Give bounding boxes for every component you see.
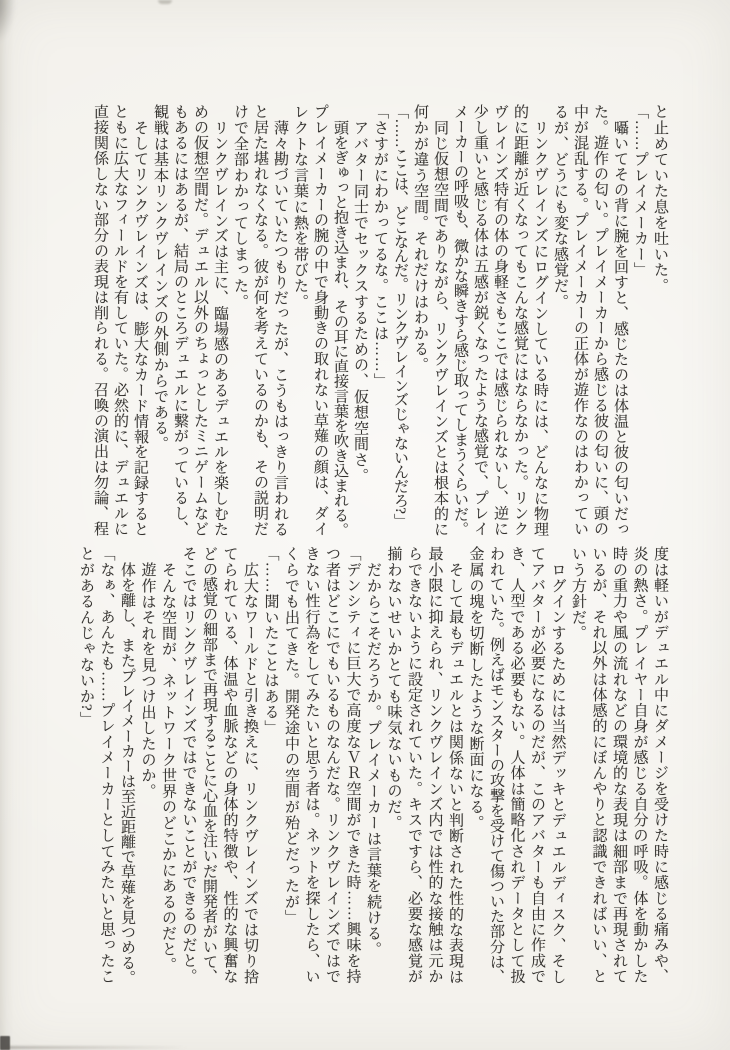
text-column: つ者はどこにでもいるものなんだな。リンクヴレインズではで <box>324 546 340 984</box>
text-column: 「……聞いたことはある」 <box>262 546 279 736</box>
text-column: ヴレインズ特有の体の身軽さもここでは感じられないし、逆に <box>492 104 508 537</box>
text-column: らできないように設定されていた。キスですら、必要な感覚が <box>406 546 422 984</box>
text-column: 観戦は基本リンクヴレインズの外側からである。 <box>152 104 168 452</box>
text-column: いるが、それ以外は体感的にぼんやりと認識できればいい、と <box>590 546 607 984</box>
text-column: めの仮想空間だ。デュエル以外のちょっとしたミニゲームなど <box>192 104 208 537</box>
text-column: 何かが違う空間。それだけはわかる。 <box>412 104 428 373</box>
text-column: そしてリンクヴレインズは、膨大なカード情報を記録すると <box>132 119 148 537</box>
text-column: そして最もデュエルとは関係ないと判断された性的な表現は <box>447 561 463 985</box>
text-column: 最小限に抑えられ、リンクヴレインズ内では性的な接触は元か <box>426 546 443 984</box>
text-column: と止めていた息を吐いた。 <box>652 104 668 294</box>
text-column: リンクヴレインズにログインしている時には、どんなに物理 <box>532 119 548 537</box>
scan-artifact-bottom-streak <box>8 1046 208 1049</box>
text-column: 時の重力や風の流れなどの環境的な表現は細部まで再現されて <box>611 546 627 984</box>
text-column: リンクヴレインズは主に、臨場感のあるデュエルを楽しむた <box>212 119 228 537</box>
text-column: だからこそだろうか。プレイメーカーは言葉を続ける。 <box>365 561 381 957</box>
text-column: くらでも出てきた。開発途中の空間が殆どだったが」 <box>283 546 299 926</box>
text-column: 「……プレイメーカー」 <box>632 104 648 278</box>
text-column: 同じ仮想空間でありながら、リンクヴレインズとは根本的に <box>432 119 448 537</box>
text-column: 中が混乱する。プレイメーカーの正体が遊作なのはわかってい <box>572 104 588 537</box>
text-column: アバター同士でセックスするための、仮想空間さ。 <box>352 119 368 484</box>
text-column: プレイメーカーの腕の中で身動きの取れない草薙の顔は、ダイ <box>312 104 328 537</box>
text-column: 体を離し、またプレイメーカーは至近距離で草薙を見つめる。 <box>119 561 135 985</box>
text-column: き、人型である必要もない。人体は簡略化されデータとして扱 <box>508 546 525 984</box>
text-column: けで全部わかってしまった。 <box>232 104 248 310</box>
text-column: ログインするためには当然デッキとデュエルディスク、そし <box>549 561 566 985</box>
text-column: きない性行為をしてみたいと思う者は。ネットを探したら、い <box>303 546 320 984</box>
text-column: 揃わないせいかとても味気ないものだ。 <box>385 546 402 831</box>
text-column: 金属の塊を切断したような断面になる。 <box>467 546 484 831</box>
text-section-lower <box>76 546 671 984</box>
text-column: てアバターが必要になるのだが、このアバターも自由に作成で <box>529 546 545 984</box>
text-column: メーカーの呼吸も、微かな瞬きすら感じ取ってしまうくらいだ。 <box>452 104 468 537</box>
text-column: ともに広大なフィールドを有していた。必然的に、デュエルに <box>112 104 128 537</box>
scan-artifact-top-speck <box>158 0 172 4</box>
text-column: 度は軽いがデュエル中にダメージを受けた時に感じる痛みや、 <box>652 546 668 984</box>
text-column: 遊作はそれを見つけ出したのか。 <box>139 561 156 799</box>
text-column: るが、どうにも変な感覚だ。 <box>552 104 568 310</box>
text-column: てられている、体温や血脈などの身体的特徴や、性的な興奮な <box>221 546 238 984</box>
text-column: 薄々勘づいていたつもりだったが、こうもはっきり言われる <box>272 119 288 537</box>
text-column: 炎の熱さ。プレイヤー自身が感じる自分の呼吸。体を動かした <box>631 546 648 984</box>
text-column: 「……ここは、どこなんだ。リンクヴレインズじゃないんだろ?」 <box>392 104 408 528</box>
text-column: そこではリンクヴレインズではできないことができるのだと。 <box>180 546 197 984</box>
text-column: 広大なワールドと引き換えに、リンクヴレインズでは切り捨 <box>242 561 258 985</box>
text-column: とがあるんじゃないか?」 <box>78 546 94 728</box>
scan-artifact-top-left <box>0 0 16 44</box>
text-column: 的に距離が近くなってもこんな感覚にはならなかった。リンク <box>512 104 528 537</box>
text-column: どの感覚の細部まで再現することに心血を注いだ開発者がいて、 <box>201 546 217 984</box>
text-column: 直接関係しない部分の表現は削られる。召喚の演出は勿論、程 <box>92 104 108 537</box>
text-column: た。遊作の匂い。プレイメーカーから感じる彼の匂いに、頭の <box>592 104 608 537</box>
text-column: われていた。例えばモンスターの攻撃を受けて傷ついた部分は、 <box>488 546 504 984</box>
text-column: レクトな言葉に熱を帯びた。 <box>292 104 308 310</box>
text-column: 頭をぎゅっと抱き込まれ、その耳に直接言葉を吹き込まれる。 <box>332 119 348 537</box>
text-column: 少し重いと感じる体は五感が鋭くなったような感覚で、プレイ <box>472 104 488 537</box>
text-column: 「さすがにわかってるな。ここは……」 <box>372 104 388 389</box>
text-column: 囁いてその背に腕を回すと、感じたのは体温と彼の匂いだっ <box>612 119 628 537</box>
text-column: そんな空間が、ネットワーク世界のどこかにあるのだと。 <box>160 561 176 973</box>
text-column: と居た堪れなくなる。彼が何を考えているのかも、その説明だ <box>252 104 268 537</box>
text-column: 「デンシティに巨大で高度なＶＲ空間ができた時……興味を持 <box>344 546 361 984</box>
text-column: もあるにはあるが、結局のところデュエルに繋がっているし、 <box>172 104 188 537</box>
text-column: いう方針だ。 <box>570 546 586 641</box>
text-section-upper <box>90 104 670 536</box>
text-column: 「なぁ、あんたも……プレイメーカーとしてみたいと思ったこ <box>98 546 115 984</box>
